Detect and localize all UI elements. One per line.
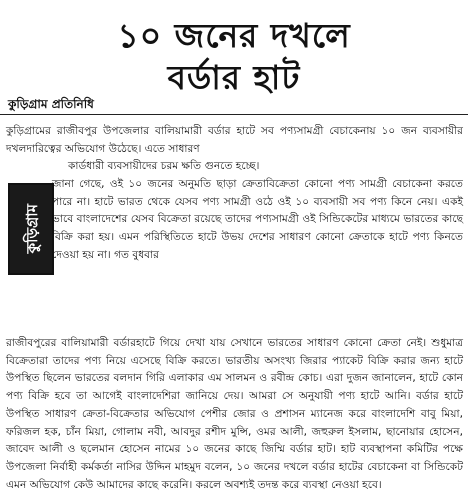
body-paragraph: রাজীবপুরের বালিয়ামারী বর্ডারহাটে গিয়ে দেখা যায় সেখানে ভারতের সাধারণ কোনো ক্রেতা নেই। শুধুমাত্র বিক্রেতারা তাদের পণ্য নিয়ে এসেছে বিক্রি করতে। ভারতীয় অসংখ্য জিরার প্যাকেট বিক্রি করার জন্য হাটে উপস্থিত ছিলেন ভারতের বলদান গিরি এলাকার এম সালমন ও রবীন্দ্র কোচ। এরা দুজন জানালেন, হাটে কোন পণ্য বিক্রি হবে তা আগেই বাংলাদেশিরা জানিয়ে দেয়। আমরা সে অনুযায়ী পণ্য হাটে আনি। বর্ডার হাটে উপস্থিত সাধারণ ক্রেতা-বিক্রেতার অভিযোগ পেশীর জোর ও প্রশাসন ম্যানেজ করে বাংলাদেশি বাবু মিয়া, ফরিজল হক, চাঁন মিয়া, গোলাম নবী, আবদুর রশীদ মুন্সি, ওমর আলী, জহুরুল ইসলাম, ছানোয়ার হোসেন, জাবেদ আলী ও ছলেমান হোসেন নামের ১০ জনের কাছে জিম্মি বর্ডার হাট। হাট ব্যবস্থাপনা কমিটির পক্ষে উপজেলা নির্বাহী কর্মকর্তা নাসির উদ্দিন মাহমুদ বলেন, ১০ জনের দখলে বর্ডার হাটের বেচাকেনা বা সিন্ডিকেট এমন অভিযোগ কেউ আমাদের কাছে করেনি। করলে অবশ্যই তদন্ত করে ব্যবস্থা নেওয়া হবে। — [6, 337, 464, 491]
location-stamp — [8, 183, 54, 275]
byline: কুড়িগ্রাম প্রতিনিধি — [8, 97, 94, 111]
intro-paragraph-continued: কার্ডধারী ব্যবসায়ীদের চরম ক্ষতি গুনতে হচ্ছে। — [68, 160, 260, 172]
headline-line-1: ১০ জনের দখলে — [117, 16, 351, 55]
headline-line-2: বর্ডার হাট — [167, 58, 301, 97]
side-paragraph: জানা গেছে, ওই ১০ জনের অনুমতি ছাড়া ক্রেতাবিক্রেতা কোনো পণ্য সামগ্রী বেচাকেনা করতে পারে না। হাটে ভারত থেকে যেসব পণ্য সামগ্রী ওঠে ওই ১০ ব্যবসায়ী সব পণ্য কিনে নেয়। একই ভাবে বাংলাদেশের যেসব বিক্রেতা রয়েছে তাদের পণ্যসামগ্রী ওই সিন্ডিকেটের মাধ্যমে ভারতের কাছে বিক্রি করা হয়। এমন পরিস্থিতিতে হাটে উভয় দেশের সাধারণ কোনো ক্রেতাকে হাটে পণ্য কিনতে দেওয়া হয় না। গত বুধবার — [52, 178, 463, 261]
intro-paragraph: কুড়িগ্রামের রাজীবপুর উপজেলার বালিয়ামারী বর্ডার হাটে সব পণ্যসামগ্রী বেচাকেনায় ১০ জন ব্যবসায়ীর দখলদারিত্বের অভিযোগ উঠেছে। এতে সাধারণ — [6, 125, 463, 155]
location-stamp-label: কুড়িগ্রাম — [22, 204, 41, 254]
byline-divider — [0, 114, 468, 115]
